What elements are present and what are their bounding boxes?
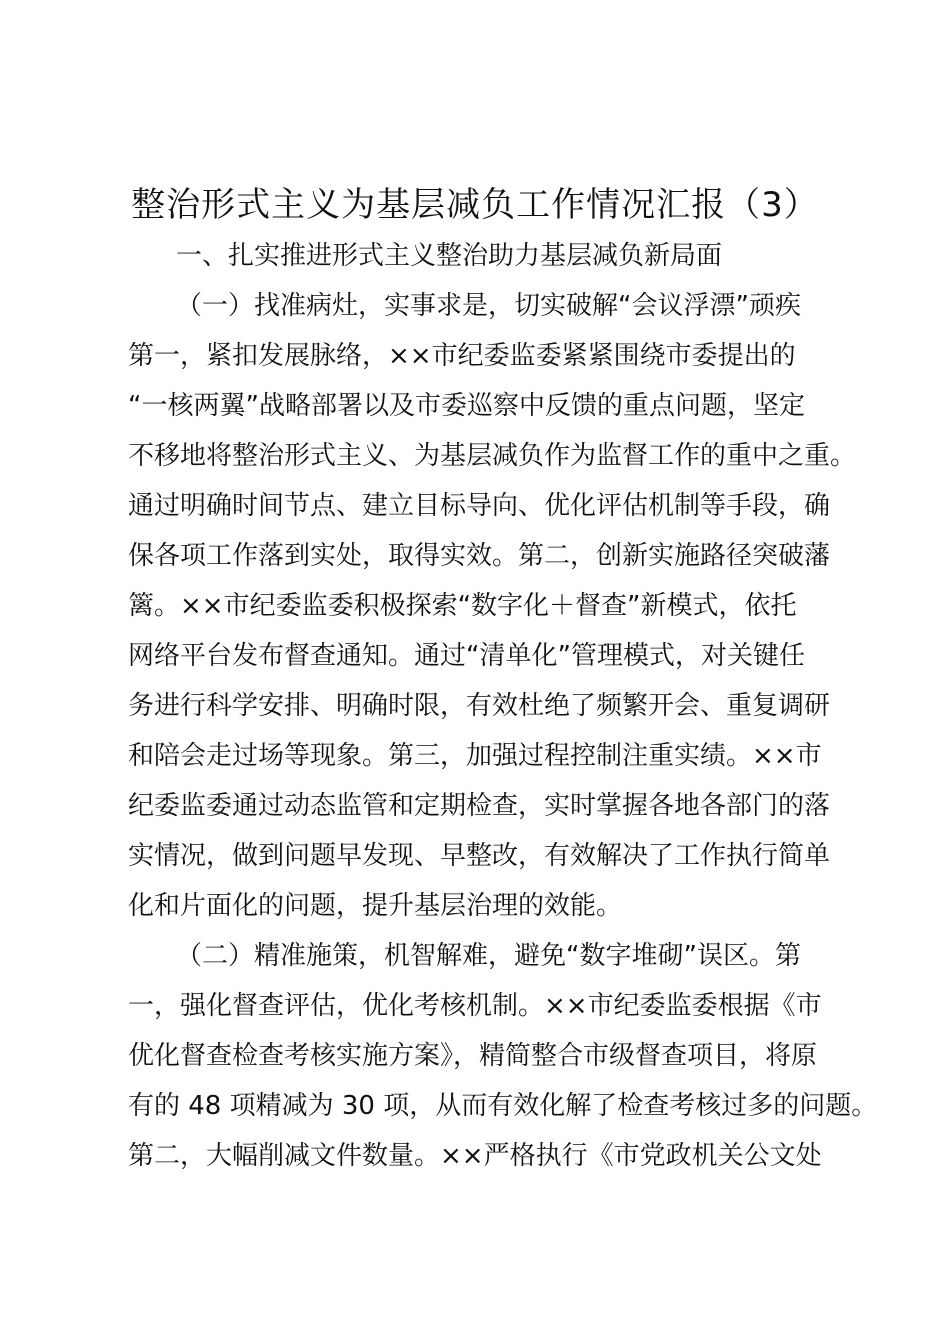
paragraph-line: 第一，紧扣发展脉络，××市纪委监委紧紧围绕市委提出的 (128, 341, 796, 371)
subsection-heading: （二）精准施策，机智解难，避免“数字堆砌”误区。第 (176, 941, 801, 971)
paragraph-line: “一核两翼”战略部署以及市委巡察中反馈的重点问题，坚定 (128, 391, 805, 421)
paragraph-line: 优化督查检查考核实施方案》，精简整合市级督查项目，将原 (128, 1041, 818, 1071)
paragraph-line: 纪委监委通过动态监管和定期检查，实时掌握各地各部门的落 (128, 791, 831, 821)
paragraph-line: 务进行科学安排、明确时限，有效杜绝了频繁开会、重复调研 (128, 691, 831, 721)
paragraph-line: 篱。××市纪委监委积极探索“数字化＋督查”新模式，依托 (128, 591, 797, 621)
section-heading: 一、扎实推进形式主义整治助力基层减负新局面 (176, 241, 723, 271)
paragraph-line: 网络平台发布督查通知。通过“清单化”管理模式，对关键任 (128, 641, 805, 671)
paragraph-line: 第二，大幅削减文件数量。××严格执行《市党政机关公文处 (128, 1141, 822, 1171)
document-title: 整治形式主义为基层减负工作情况汇报（3） (131, 185, 819, 225)
paragraph-line: 保各项工作落到实处，取得实效。第二，创新实施路径突破藩 (128, 541, 831, 571)
paragraph-line: 和陪会走过场等现象。第三，加强过程控制注重实绩。××市 (128, 741, 822, 771)
paragraph-line: 化和片面化的问题，提升基层治理的效能。 (128, 891, 623, 921)
paragraph-line: 通过明确时间节点、建立目标导向、优化评估机制等手段，确 (128, 491, 831, 521)
subsection-heading: （一）找准病灶，实事求是，切实破解“会议浮漂”顽疾 (176, 291, 801, 321)
paragraph-line: 有的 48 项精减为 30 项，从而有效化解了检查考核过多的问题。 (128, 1091, 878, 1121)
paragraph-line: 实情况，做到问题早发现、早整改，有效解决了工作执行简单 (128, 841, 831, 871)
paragraph-line: 一，强化督查评估，优化考核机制。××市纪委监委根据《市 (128, 991, 822, 1021)
paragraph-line: 不移地将整治形式主义、为基层减负作为监督工作的重中之重。 (128, 441, 857, 471)
